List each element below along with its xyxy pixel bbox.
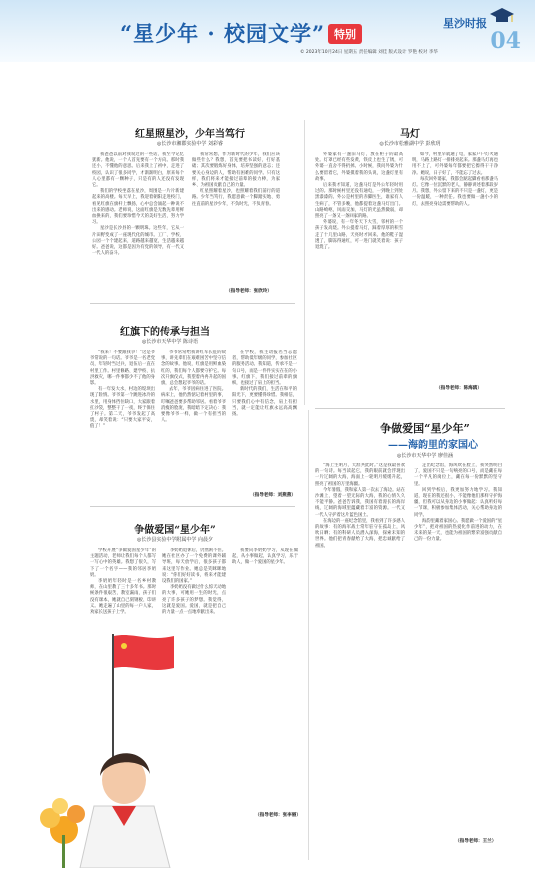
paragraph: “海上生明月，天涯共此时。”这是我最喜欢的一句诗。每当读起它，我的眼前就会浮现出一片辽阔的大海，海面上一轮明月缓缓升起，照亮了祖国的万里海疆。 — [315, 463, 405, 487]
article-signature: （指导老师：陈海鸥） — [436, 386, 482, 391]
article-signature: （指导老师：刘燕燕） — [250, 493, 296, 498]
paragraph: 星沙是长沙县的一颗明珠。这些年，它从一片田野变成了一座现代化的城市。工厂、学校、公园一个个建起来，道路越来越宽，生活越来越好。爸爸说，这都是因为有党的领导，有一代又一代人的奋斗。 — [92, 226, 184, 257]
article-title: 马灯 — [400, 129, 420, 140]
article-title: 争做爱国“星少年” — [134, 525, 216, 536]
article-column — [90, 350, 155, 492]
newspaper-name: 星沙时报 — [443, 17, 487, 30]
article-column — [315, 152, 403, 384]
page-number: 04 — [490, 28, 521, 54]
article-column — [412, 152, 498, 384]
paragraph: 在海边的一座纪念馆里，我看到了许多感人的故事：有的海军战士常年驻守在孤岛上，风吹日晒；有的科研人员潜入深海，探索未知的世界。他们把青春献给了大海，把忠诚献给了祖国。 — [315, 518, 405, 549]
article-column — [92, 152, 184, 280]
article-signature: （指导老师：张李丽） — [255, 813, 301, 818]
paragraph: 如今，村里早就通了电，家家户户灯火通明，马路上路灯一排排亮起来。那盏马灯再也用不上了，可外婆每年都要把它擦得干干净净。她说，日子好了，不能忘了过去。 — [412, 152, 498, 176]
special-tag: 特别 — [328, 24, 362, 44]
column-divider — [304, 120, 305, 405]
article-byline: ◎长沙市湘郡实验中学 刘彩睿 — [157, 141, 223, 147]
paragraph: 海韵里藏着家国心。我愿做一个爱国的“星少年”，把对祖国的热爱化作前进的动力，在未来的某一天，也能为祖国的繁荣富强贡献自己的一份力量。 — [414, 518, 502, 543]
article-signature: （指导老师：王兰） — [455, 839, 497, 844]
paragraph: 学校开展“争做爱国星少年”的主题活动，老师让我们每个人都写一写心中的英雄。我想了很久，写下了一个名字——我的邻居李奶奶。 — [90, 548, 156, 578]
article-column — [232, 350, 297, 492]
paragraph: 后来我才知道，这盏马灯是外公年轻时用过的。那时候村里还没有通电，一到晚上到处黑漆漆的。外公是村里的赤脚医生，谁家有人生病了，不管多晚，他都提着这盏马灯出门。山路崎岖，风雨交加，马灯的光虽然微弱，却照亮了一条又一条回家的路。 — [315, 183, 403, 220]
paragraph: 爷爷常常给我讲红军长征的故事，讲先辈们在艰难困苦中坚守信念的故事。他说，红旗是用鲜血染红的，我们每个人都要守护它。每次升旗仪式，我望着冉冉升起的国旗，总会想起爷爷的话。 — [161, 350, 226, 387]
paragraph: 去年，爷爷因病住进了医院。病床上，他仍然惦记着村里的事，叮嘱爸爸要多帮助邻居。看着爷爷消瘦的脸庞，我暗暗下定决心：我要像爷爷一样，做一个有担当的人。 — [161, 387, 226, 424]
graduation-cap-icon — [489, 6, 515, 26]
article-title: 红旗下的传承与担当 — [120, 327, 210, 338]
section-divider — [315, 408, 505, 409]
paragraph: “我来！不要跟我争！”这是爷爷常说的一句话。爷爷是一名老党员，年轻时当过兵，退伍后一直在村里工作。村里修路、建学校、抗洪救灾，哪一件事都少不了他的身影。 — [90, 350, 155, 387]
section-divider — [90, 303, 295, 304]
paragraph: 李奶奶退休后，仍然闲不住。她在社区办了一个免费的课外辅导班，每天放学后，很多孩子都来这里写作业。她总是笑眯眯地说：“你们好好读书，将来才能建设我们的国家。” — [162, 548, 226, 585]
article-subtitle: ——海韵里的家国心 — [388, 440, 478, 451]
paragraph: 李奶奶年轻时是一名乡村教师，在山里教了三十多年书。那时候条件很艰苦，教室漏雨，孩子们没有课本，她就自己刻钢板、印讲义。她走遍了山里的每一户人家，劝家长送孩子上学。 — [90, 579, 156, 616]
paragraph: 我常常想，作为新时代的少年，我们应该做些什么？我想，首先要把书读好，打好基础；其次要锻炼好身体，培养坚强的意志；还要关心身边的人，帮助有困难的同学。只有这样，我们将来才能接过前辈的接力棒，为家乡、为祖国贡献自己的力量。 — [192, 152, 280, 189]
paragraph: 外婆说，有一年冬天下大雪，邻村的一个孩子发高烧。外公提着马灯，踩着厚厚的积雪走了十几里山路，天亮时才回来。他的鞋子湿透了，脚冻得通红，可一进门就笑着说：孩子退烧了。 — [315, 220, 403, 251]
issue-info: © 2023年10月24日 星期五 责任编辑 刘佳 版式设计 罗艳 校对 李华 — [300, 50, 438, 55]
paragraph: 我要向李奶奶学习，从现在做起，从小事做起，认真学习，乐于助人，做一个爱国的星少年。 — [232, 548, 298, 566]
column-divider — [308, 410, 309, 860]
paragraph: 外婆家有一盏旧马灯，放在柜子的最高处。灯罩已经有些发黄，铁皮上也生了锈，可外婆一直舍不得扔掉。小时候，我问外婆为什么要留着它，外婆摸着我的头说，这盏灯里有故事。 — [315, 152, 403, 182]
paragraph: 有一年发大水，村边的堤坝出现了险情。爷爷第一个跳进冰冷的水里，用身体挡住缺口，大家跟着扛沙袋，整整干了一夜，终于保住了村子。第二天，爷爷发起了高烧，却笑着说：“只要大家平安，值了！” — [90, 387, 155, 430]
article-byline: ◎长沙市天华中学 陈诗语 — [142, 339, 198, 345]
section-divider — [90, 506, 295, 507]
article-column — [232, 548, 298, 810]
girl-with-flag-illustration — [24, 630, 238, 868]
column-title: “星少年 · 校园文学” — [120, 21, 326, 46]
paragraph: 红星照耀着星沙，也照耀着我们前行的道路。少年当笃行，我愿意做一个脚踏实地、勇往直前的星沙少年，不负时光，不负青春。 — [192, 189, 280, 207]
article-column — [161, 350, 226, 492]
article-signature: （指导老师：张欣玲） — [226, 289, 272, 294]
article-title: 争做爱国“星少年” — [380, 422, 470, 435]
paragraph: 走出纪念馆，海风吹在脸上，我突然明白了，爱国不只是一句响亮的口号，而是藏在每一个平凡的岗位上，藏在每一份默默的坚守里。 — [414, 463, 502, 487]
paragraph: 回到学校后，我更加努力地学习。我知道，现在的我还很小，不能像他们那样守护海疆，但我可以从身边的小事做起：认真听好每一节课，积极参加集体活动，关心帮助身边的同学。 — [414, 487, 502, 518]
article-column — [315, 463, 405, 833]
article-column — [414, 463, 502, 833]
paragraph: 每次回外婆家，我都会踮起脚看看那盏马灯。它像一位沉默的老人，静静讲述着那段岁月。我想，外公留下来的不只是一盏灯，更是一份温暖，一种责任。我也要做一盏小小的灯，去照亮身边需要帮助的人。 — [412, 176, 498, 207]
paragraph: 今年暑假，我和家人第一次去了海边。站在沙滩上，望着一望无际的大海，我的心情久久不能平静。爸爸告诉我，我国有着漫长的海岸线，辽阔的海域里蕴藏着丰富的资源。一代又一代人守护着这片蓝色国土。 — [315, 487, 405, 518]
article-column — [90, 548, 156, 640]
paragraph: 新时代的我们，生活在和平的阳光下，更要懂得珍惜。我相信，只要我们心中有信念，肩上有担当，就一定能让红旗永远高高飘扬。 — [232, 387, 297, 418]
article-byline: ◎长沙市松雅湖中学 彭欣玥 — [379, 141, 441, 147]
article-column — [192, 152, 280, 280]
article-byline: ◎长沙县实验中学附属中学 向晨夕 — [137, 537, 213, 543]
paragraph: 李奶奶没有做过什么惊天动地的大事，可她用一生的时光，点亮了许多孩子的梦想。我觉得，这就是爱国。爱国，就是把自己的力量一点一点地奉献出来。 — [162, 585, 226, 616]
page-header-banner — [0, 0, 535, 62]
article-title: 红星照星沙，少年当笃行 — [135, 129, 245, 140]
paragraph: 我爸爸以前对我说过的一些话，我至今记忆犹新。他说，一个人首先要有一个方向。那时我还小，不懂他的意思。后来我上了初中，走进了校园，认识了很多同学，才渐渐明白，原来每个人心里都有一颗种子，只是有的人还没有发现它。 — [92, 152, 184, 189]
paragraph: 在学校，我主动报名当志愿者，帮助低年级的同学，参加社区的服务活动。我知道，传承不是一句口号，而是一件件实实在在的小事。红旗下，我们接过前辈的旗帜，也接过了肩上的担当。 — [232, 350, 297, 387]
paragraph: 我们的学校坐落在星沙，周围是一片片新建起来的高楼。每天早上，我迎着朝阳走进校门，看见红旗在旗杆上飘扬，心中总会涌起一种说不出来的感动。老师说，这面红旗是无数先辈用鲜血换来的，我们要珍惜今天的美好生活，努力学习。 — [92, 189, 184, 226]
article-byline: ◎长沙市天华中学 廖佳涵 — [397, 453, 453, 459]
